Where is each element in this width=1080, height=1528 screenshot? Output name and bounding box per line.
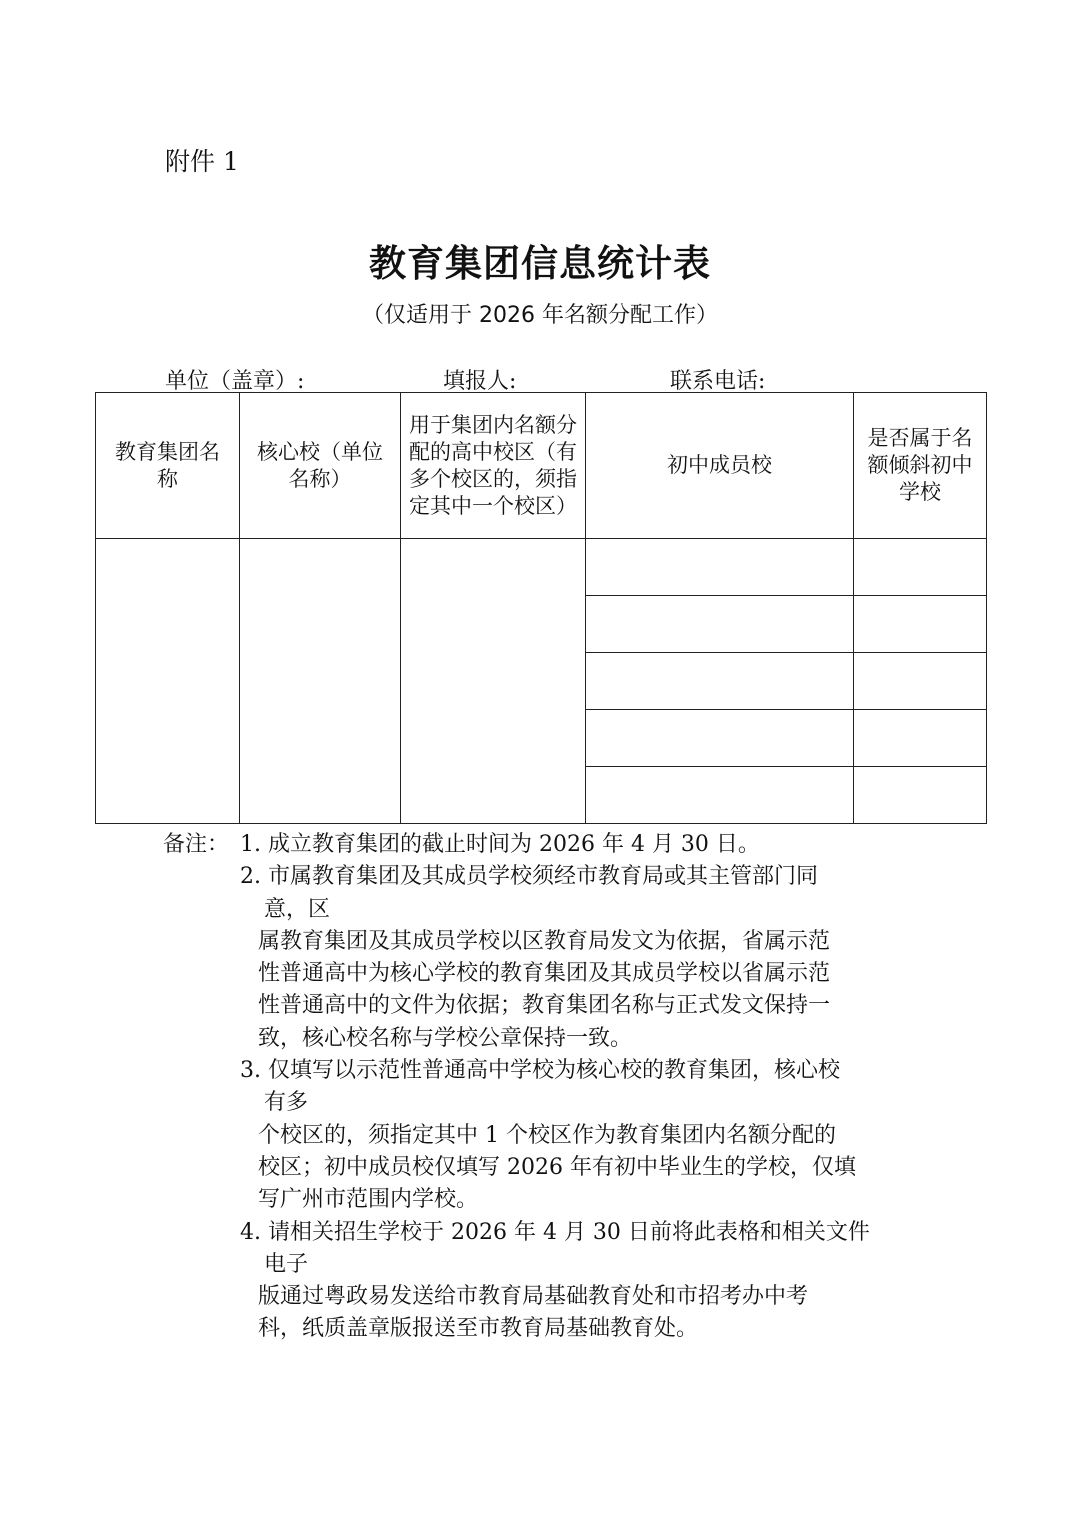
header-quota-tilted: 是否属于名额倾斜初中学校 [854,393,987,539]
note-line: 性普通高中为核心学校的教育集团及其成员学校以省属示范 [258,961,831,987]
table-header-row [96,393,987,539]
contact-phone-label: 联系电话: [670,369,766,394]
quota-tilted-cell[interactable] [854,767,987,824]
unit-stamp-label: 单位（盖章）: [165,369,305,394]
member-school-cell[interactable] [586,710,854,767]
note-line: 意，区 [264,896,331,922]
campus-cell[interactable] [401,539,586,824]
quota-tilted-cell[interactable] [854,596,987,653]
member-school-cell[interactable] [586,596,854,653]
note-line: 3. 仅填写以示范性普通高中学校为核心校的教育集团，核心校 [240,1058,840,1084]
header-junior-member-schools: 初中成员校 [586,393,854,539]
note-line: 属教育集团及其成员学校以区教育局发文为依据，省属示范 [258,928,831,954]
header-high-school-campus: 用于集团内名额分配的高中校区（有多个校区的，须指定其中一个校区） [401,393,586,539]
notes-label: 备注： [163,832,230,857]
member-school-cell[interactable] [586,653,854,710]
note-line: 有多 [264,1090,309,1116]
member-school-cell[interactable] [586,767,854,824]
note-line: 写广州市范围内学校。 [258,1187,479,1213]
quota-tilted-cell[interactable] [854,710,987,767]
document-title: 教育集团信息统计表 [369,242,711,285]
group-name-cell[interactable] [96,539,240,824]
note-line: 科，纸质盖章版报送至市教育局基础教育处。 [258,1316,699,1342]
core-school-cell[interactable] [240,539,401,824]
note-line: 备注： 1. 成立教育集团的截止时间为 2026 年 4 月 30 日。 [163,829,923,861]
filler-label: 填报人: [443,369,517,394]
note-line: 版通过粤政易发送给市教育局基础教育处和市招考办中考 [258,1284,809,1310]
document-subtitle: （仅适用于 2026 年名额分配工作） [362,303,718,328]
note-line: 电子 [264,1251,309,1277]
note-line: 性普通高中的文件为依据；教育集团名称与正式发文保持一 [258,993,831,1019]
info-table [95,392,987,824]
note-line: 致，核心校名称与学校公章保持一致。 [258,1025,633,1051]
attachment-label: 附件 1 [165,147,239,176]
note-line: 校区；初中成员校仅填写 2026 年有初中毕业生的学校，仅填 [258,1154,856,1180]
table-row [96,539,987,596]
quota-tilted-cell[interactable] [854,539,987,596]
member-school-cell[interactable] [586,539,854,596]
header-group-name: 教育集团名称 [96,393,240,539]
note-line: 2. 市属教育集团及其成员学校须经市教育局或其主管部门同 [240,864,818,890]
quota-tilted-cell[interactable] [854,653,987,710]
notes-section [163,829,923,1346]
note-line: 4. 请相关招生学校于 2026 年 4 月 30 日前将此表格和相关文件 [240,1219,870,1245]
note-line: 个校区的，须指定其中 1 个校区作为教育集团内名额分配的 [258,1122,836,1148]
header-core-school: 核心校（单位名称） [240,393,401,539]
